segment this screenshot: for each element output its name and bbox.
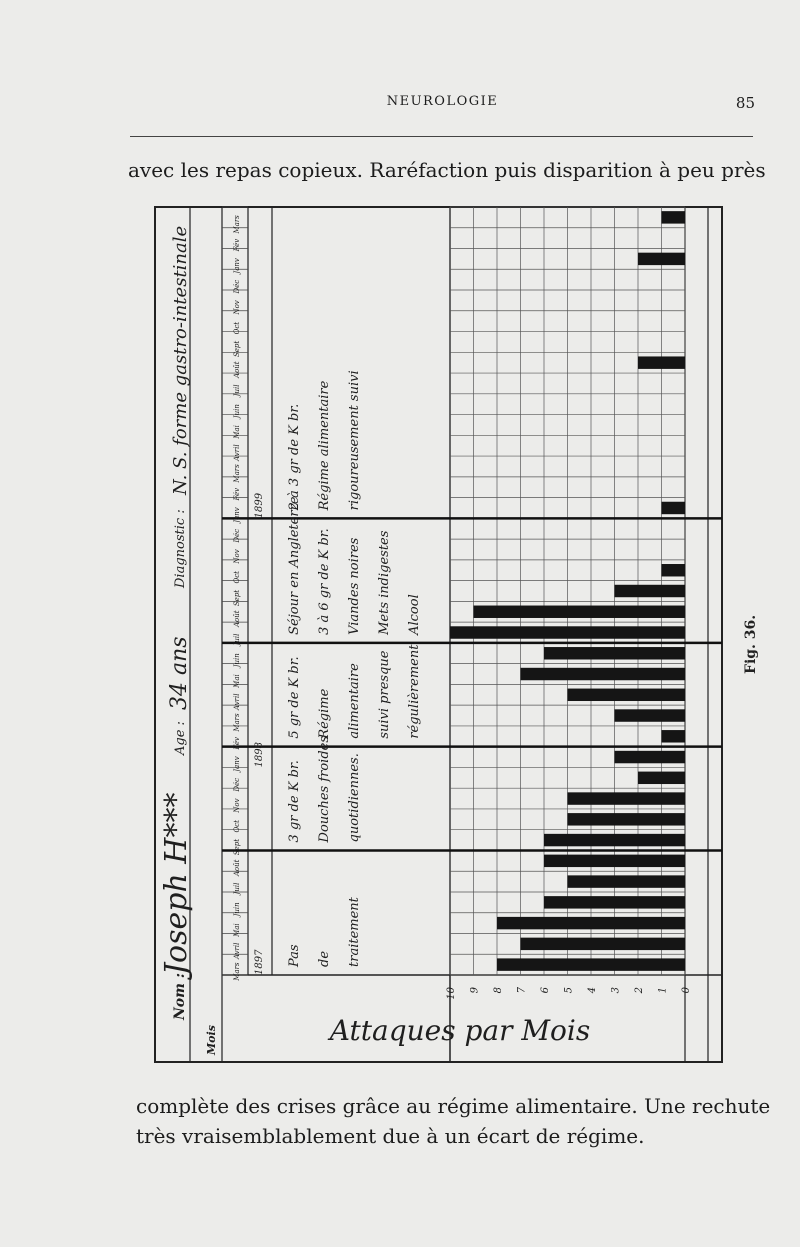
month-label: Sept: [233, 838, 241, 856]
month-label: Mai: [233, 674, 241, 688]
month-label: Mai: [233, 425, 241, 439]
bar: [544, 896, 685, 908]
x-tick-label: 1: [657, 987, 669, 994]
paragraph-bottom-2: très vraisemblablement due à un écart de régime.: [136, 1124, 645, 1148]
month-label: Juil: [233, 384, 241, 397]
treatment-text: Douches froides: [317, 735, 332, 843]
treatment-text: Séjour en Angleterre: [287, 496, 302, 635]
x-tick-label: 8: [493, 987, 504, 994]
month-label: Août: [233, 361, 241, 378]
age-label: Age :: [173, 721, 188, 755]
month-label: Août: [233, 610, 241, 628]
treatment-text: Pas: [287, 944, 302, 967]
month-label: Avril: [233, 444, 241, 461]
treatment-text: alimentaire: [347, 663, 362, 739]
month-label: Oct: [233, 321, 241, 335]
treatment-text: Régime alimentaire: [317, 380, 332, 511]
month-label: Déc: [233, 777, 241, 792]
treatment-text: Régime: [317, 688, 332, 739]
month-label: Juil: [233, 633, 241, 646]
bar: [662, 502, 686, 514]
bar: [615, 709, 686, 721]
treatment-text: régulièrement: [407, 644, 422, 739]
treatment-text: traitement: [347, 897, 362, 967]
month-label: Fév: [233, 487, 241, 501]
patient-diagnosis: N. S. forme gastro-intestinale: [170, 225, 191, 495]
bar: [474, 606, 686, 618]
treatment-text: 3 gr de K br.: [287, 760, 302, 843]
month-label: Oct: [233, 571, 241, 584]
year-label: 1899: [254, 492, 265, 519]
month-label: Fév: [233, 238, 241, 252]
x-tick-label: 6: [540, 987, 551, 994]
x-tick-label: 3: [610, 987, 622, 994]
month-label: Nov: [233, 300, 241, 315]
month-label: Oct: [233, 820, 241, 833]
treatment-text: Alcool: [407, 594, 422, 635]
bar: [615, 751, 686, 763]
diagnosis-label: Diagnostic :: [173, 509, 188, 588]
treatment-text: rigoureusement suivi: [347, 370, 362, 511]
bar: [568, 689, 686, 701]
bar: [497, 958, 685, 970]
x-tick-label: 0: [681, 987, 692, 994]
month-label: Juin: [233, 404, 241, 419]
month-label: Mars: [233, 464, 241, 483]
bar: [662, 211, 686, 223]
bar: [662, 564, 686, 576]
bar: [450, 626, 685, 638]
month-label: Juin: [233, 653, 241, 668]
month-label: Déc: [233, 279, 241, 294]
bar: [544, 834, 685, 846]
month-label: Nov: [233, 798, 241, 813]
month-label: Janv: [233, 756, 241, 772]
running-title: NEUROLOGIE: [386, 94, 499, 109]
month-label: Mai: [233, 923, 241, 937]
treatment-text: 3 à 6 gr de K br.: [317, 528, 332, 635]
x-tick-label: 9: [469, 987, 481, 994]
treatment-text: de: [317, 950, 332, 967]
treatment-text: Viandes noires: [347, 537, 362, 635]
treatment-text: 2 à 3 gr de K br.: [287, 403, 302, 511]
month-label: Sept: [233, 340, 241, 358]
bar: [544, 647, 685, 659]
bar: [544, 855, 685, 867]
month-label: Mars: [233, 215, 241, 234]
bar: [615, 585, 686, 597]
bar: [638, 253, 685, 265]
treatment-text: suivi presque: [377, 650, 392, 739]
month-label: Août: [233, 859, 241, 877]
x-tick-label: 10: [446, 987, 457, 1000]
x-tick-label: 7: [516, 987, 528, 994]
x-tick-label: 4: [587, 987, 598, 994]
bar: [521, 938, 686, 950]
year-label: 1898: [254, 741, 265, 768]
bar: [638, 772, 685, 784]
treatment-text: 5 gr de K br.: [287, 656, 302, 739]
month-label: Fév: [233, 737, 241, 750]
value-axis-label: Attaques par Mois: [329, 1014, 591, 1047]
month-label: Nov: [233, 549, 241, 564]
year-label: 1897: [254, 949, 265, 975]
bar: [638, 356, 685, 368]
month-label: Juil: [233, 882, 241, 895]
month-label: Mars: [233, 713, 241, 732]
month-label: Juin: [233, 902, 241, 917]
patient-age: 34 ans: [167, 636, 192, 710]
figure-label-text: Fig. 36.: [743, 614, 759, 674]
bar: [497, 917, 685, 929]
month-label: Janv: [233, 258, 241, 274]
bar: [568, 792, 686, 804]
paragraph-top: avec les repas copieux. Raréfaction puis disparition à peu près: [128, 158, 766, 182]
paragraph-bottom-1: complète des crises grâce au régime alimentaire. Une rechute: [136, 1094, 771, 1118]
bar: [662, 730, 686, 742]
treatment-text: quotidiennes.: [347, 753, 362, 843]
name-label: Nom :: [172, 973, 188, 1020]
bar: [568, 875, 686, 887]
month-label: Avril: [233, 693, 241, 711]
month-label: Mars: [233, 962, 241, 981]
month-label: Janv: [233, 507, 241, 523]
x-tick-label: 2: [634, 987, 645, 994]
bar: [521, 668, 686, 680]
figure-label: [735, 612, 765, 682]
month-label: Déc: [233, 528, 241, 543]
month-label: Sept: [233, 589, 241, 607]
month-header: Mois: [205, 1025, 218, 1055]
treatment-text: Mets indigestes: [377, 530, 392, 635]
month-label: Avril: [233, 942, 241, 960]
patient-name: Joseph H***: [159, 792, 194, 975]
bar: [568, 813, 686, 825]
x-tick-label: 5: [563, 987, 575, 994]
page-number: 85: [735, 94, 755, 112]
